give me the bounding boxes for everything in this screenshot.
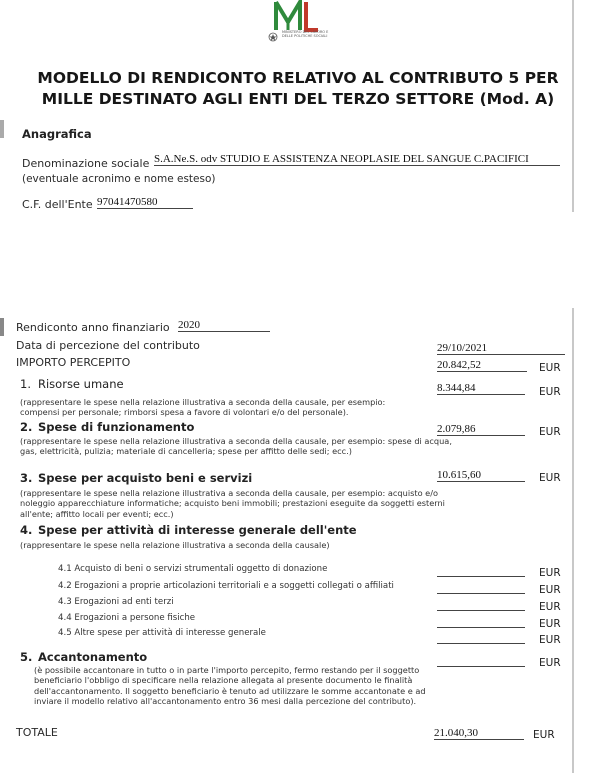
subitem-4-1: 4.1 Acquisto di beni o servizi strumentali oggetto di donazione [58,564,328,574]
cf-label: C.F. dell'Ente [22,198,93,211]
subitem-4-5-line [437,643,525,644]
acronimo-note: (eventuale acronimo e nome esteso) [22,173,216,185]
data-percezione-value: 29/10/2021 [437,342,565,355]
subitem-4-4-currency: EUR [539,618,561,630]
section-1-title: Risorse umane [38,377,124,391]
section-5-currency: EUR [539,657,561,669]
subitem-4-1-currency: EUR [539,567,561,579]
subitem-4-2: 4.2 Erogazioni a proprie articolazioni territoriali e a soggetti collegati o affiliati [58,581,394,591]
section-5-line [437,666,525,667]
cf-value: 97041470580 [97,196,193,209]
blank-area [0,212,593,308]
section-2-note: (rappresentare le spese nella relazione illustrativa a seconda della causale, per esempio: spese di acqua, gas, elettricità, pulizia; materiale di cancelleria; spese per affitto delle sedi; ecc.) [20,436,452,457]
section-1-currency: EUR [539,386,561,398]
importo-currency: EUR [539,362,561,374]
section-5-number: 5. [20,650,33,664]
data-percezione-label: Data di percezione del contributo [16,339,200,352]
section-3-number: 3. [20,471,33,485]
subitem-4-3-currency: EUR [539,601,561,613]
section-3-title: Spese per acquisto beni e servizi [38,471,253,485]
subitem-4-2-line [437,593,525,594]
denominazione-label: Denominazione sociale [22,157,150,170]
scan-mark [0,318,4,336]
denominazione-value: S.A.Ne.S. odv STUDIO E ASSISTENZA NEOPLASIE DEL SANGUE C.PACIFICI [154,153,560,166]
totale-value: 21.040,30 [434,727,524,740]
subitem-4-5: 4.5 Altre spese per attività di interesse generale [58,628,266,638]
section-4-title: Spese per attività di interesse generale dell'ente [38,523,357,537]
section-2-title: Spese di funzionamento [38,420,195,434]
section-1-note: (rappresentare le spese nella relazione illustrativa a seconda della causale, per esempio: compensi per personale; rimborsi spesa a favore di volontari e/o del personale). [20,397,386,418]
section-1-number: 1. [20,377,31,391]
section-3-currency: EUR [539,472,561,484]
totale-label: TOTALE [16,726,58,739]
section-3-note: (rappresentare le spese nella relazione illustrativa a seconda della causale, per esempio: acquisto e/o noleggio apparecchiature informatiche; acquisto beni immobili; prestazioni eseguite da soggetti esterni all'ente; affitto locali per eventi; ecc.) [20,488,445,519]
subitem-4-1-line [437,576,525,577]
anno-value: 2020 [178,319,270,332]
section-2-value: 2.079,86 [437,423,525,436]
subitem-4-5-currency: EUR [539,634,561,646]
section-3-value: 10.615,60 [437,469,525,482]
importo-label: IMPORTO PERCEPITO [16,356,131,369]
page-edge-shadow [572,0,574,773]
section-4-number: 4. [20,523,33,537]
section-5-note: (è possibile accantonare in tutto o in parte l'importo percepito, fermo restando per il soggetto beneficiario l'obbligo di specificare nella relazione allegata al presente documento le finalità dell'accantonamento. Il soggetto beneficiario è tenuto ad utilizzare le somme accantonate e ad inviare il modello relativo all'accantonamento entro 36 mesi dalla percezione del contributo). [34,665,426,706]
scan-mark [0,120,4,138]
emblem-icon [268,32,278,42]
subitem-4-3-line [437,610,525,611]
subitem-4-3: 4.3 Erogazioni ad enti terzi [58,597,174,607]
section-2-currency: EUR [539,426,561,438]
subitem-4-2-currency: EUR [539,584,561,596]
document-title: MODELLO DI RENDICONTO RELATIVO AL CONTRIBUTO 5 PER MILLE DESTINATO AGLI ENTI DEL TERZO SETTORE (Mod. A) [37,69,559,108]
subitem-4-4-line [437,627,525,628]
subitem-4-4: 4.4 Erogazioni a persone fisiche [58,613,196,623]
section-1-value: 8.344,84 [437,382,525,395]
section-2-number: 2. [20,420,33,434]
ministry-caption: MINISTERO DEL LAVORO E DELLE POLITICHE SOCIALI [282,30,329,38]
totale-currency: EUR [533,729,555,741]
importo-value: 20.842,52 [437,359,527,372]
section-5-title: Accantonamento [38,650,148,664]
section-4-note: (rappresentare le spese nella relazione illustrativa a seconda della causale) [20,540,330,550]
anno-label: Rendiconto anno finanziario [16,321,170,334]
anagrafica-heading: Anagrafica [22,127,92,141]
